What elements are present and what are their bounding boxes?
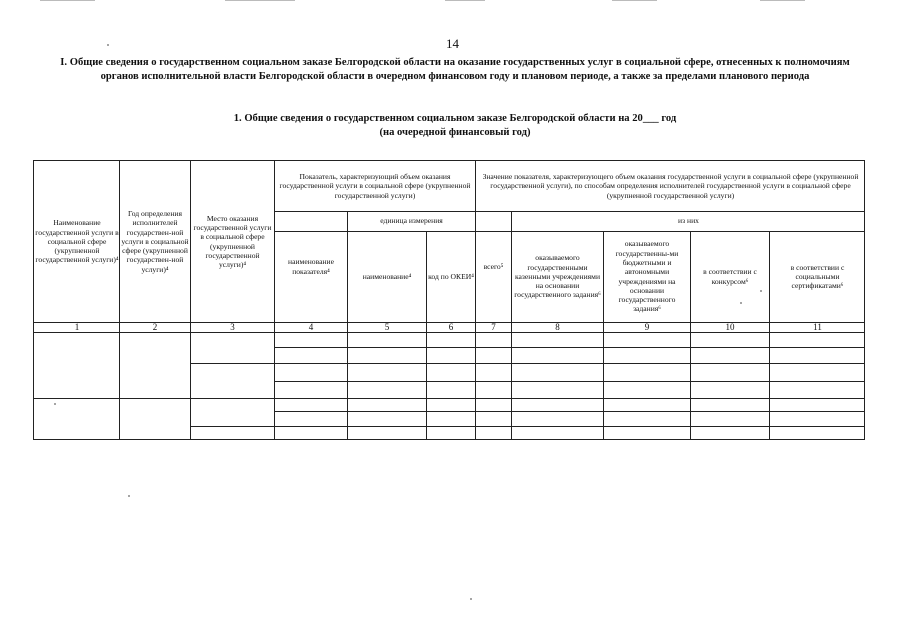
header-indicator-name: наименование показателя⁴ xyxy=(288,257,334,276)
scan-speck xyxy=(470,598,472,600)
column-number: 3 xyxy=(230,322,235,332)
header-place: Место оказания государственной услуги в социальной сфере (укрупненной государственной услуги)⁴ xyxy=(193,213,272,270)
header-indicator-group: Показатель, характеризующий объем оказания государственной услуги в социальной сфере (укрупненной государственной услуги) xyxy=(279,172,471,200)
grid-line xyxy=(275,381,865,382)
column-number: 11 xyxy=(813,322,822,332)
column-number: 7 xyxy=(491,322,496,332)
grid-line xyxy=(190,426,274,427)
header-competition: в соответствии с конкурсом⁶ xyxy=(703,267,757,286)
header-state-institutions: оказываемого государственными казенными учреждениями на основании государственного задания⁶ xyxy=(514,253,601,300)
column-number: 1 xyxy=(74,322,80,332)
header-value-group: Значение показателя, характеризующего объем оказания государственной услуги в социальной сфере (укрупненной государственной услуги), по способам определения исполнителей государственной услуги в социальной сфере (укрупненной государственной услуги) xyxy=(482,172,859,200)
header-unit-group: единица измерения xyxy=(380,216,443,226)
header-certificates: в соответствии с социальными сертификатами⁶ xyxy=(790,262,845,291)
grid-line xyxy=(275,411,865,412)
header-budget-institutions: оказываемого государственны-ми бюджетными и автономными учреждениями на основании государственного задания⁶ xyxy=(615,239,679,314)
grid-line xyxy=(275,347,865,348)
grid-line xyxy=(34,398,865,399)
section-title: I. Общие сведения о государственном социальном заказе Белгородской области на оказание государственных услуг в социальной сфере, отнесенных к полномочиям органов исполнительной власти Белгородской области в очередном финансовом году и плановом периоде, а также за пределами планового периода xyxy=(60,57,850,82)
scan-speck xyxy=(740,302,742,304)
grid-line xyxy=(275,363,865,364)
header-unit-name: наименование⁴ xyxy=(362,271,412,281)
scan-edge-line xyxy=(612,0,657,1)
subsection-title-line2: (на очередной финансовый год) xyxy=(379,127,531,138)
scan-speck xyxy=(107,44,109,46)
scan-speck xyxy=(54,403,56,405)
column-number: 10 xyxy=(725,322,735,332)
column-number: 4 xyxy=(308,322,314,332)
scan-edge-line xyxy=(225,0,295,1)
scan-speck xyxy=(128,495,130,497)
scan-edge-line xyxy=(40,0,95,1)
column-number: 5 xyxy=(384,322,390,332)
header-okei-code: код по ОКЕИ⁴ xyxy=(428,271,474,281)
page-number: 14 xyxy=(446,36,459,51)
header-service-name: Наименование государственной услуги в социальной сфере (укрупненной государственной услуги)⁴ xyxy=(35,218,119,265)
column-number: 2 xyxy=(152,322,158,332)
scan-edge-line xyxy=(760,0,805,1)
subsection-title xyxy=(150,112,760,140)
column-number: 8 xyxy=(555,322,560,332)
column-number: 9 xyxy=(644,322,650,332)
social-order-table xyxy=(33,160,865,440)
grid-line xyxy=(34,332,865,333)
grid-line xyxy=(190,363,274,364)
scan-edge-line xyxy=(445,0,485,1)
header-year: Год определения исполнителей государствен-ной услуги в социальной сфере (укрупненной государствен-ной услуги)⁴ xyxy=(121,208,189,274)
header-of-them: из них xyxy=(678,216,699,226)
header-total: всего⁵ xyxy=(483,261,504,271)
grid-line xyxy=(275,426,865,427)
column-number: 6 xyxy=(448,322,454,332)
subsection-title-line1: 1. Общие сведения о государственном социальном заказе Белгородской области на 20___ год xyxy=(233,113,677,124)
scan-speck xyxy=(760,290,762,292)
